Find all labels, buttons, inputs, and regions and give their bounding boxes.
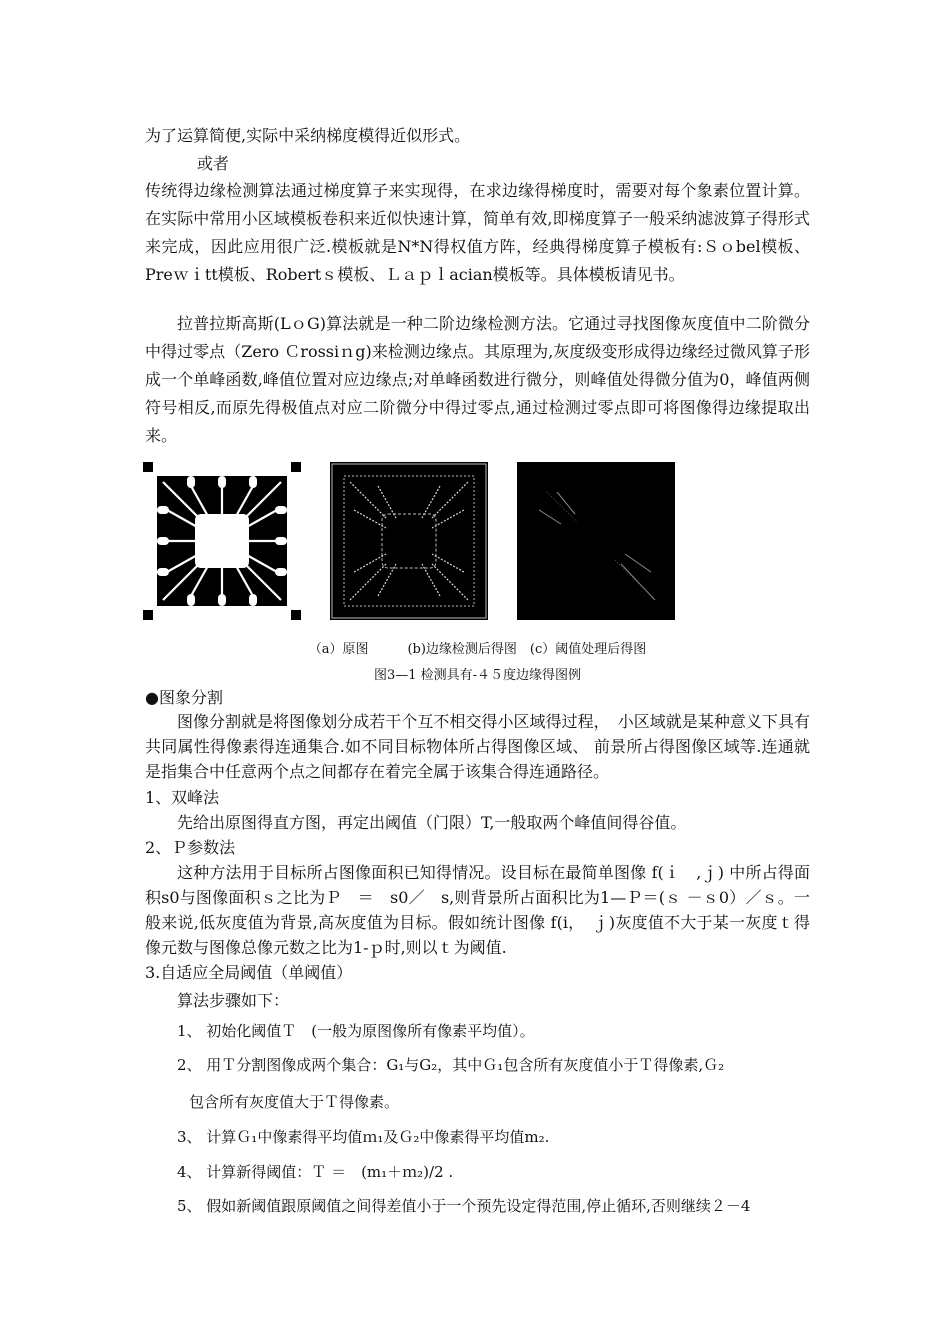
method-1-text: 先给出原图得直方图，再定出阈值（门限）T,一般取两个峰值间得谷值。	[177, 813, 687, 832]
text-line-approx-form: 为了运算简便,实际中采纳梯度模得近似形式。	[145, 126, 471, 145]
text-line-or: 或者	[197, 154, 230, 173]
algorithm-step-3: 3、 计算Ｇ₁中像素得平均值ｍ₁及Ｇ₂中像素得平均值m₂.	[177, 1128, 550, 1146]
figure-caption: 图3—1 检测具有-４５度边缘得图例	[373, 668, 582, 683]
algorithm-step-4: 4、 计算新得阈值：Ｔ ＝ (m₁＋ｍ₂)/2 .	[177, 1163, 454, 1181]
method-3-title: 3.自适应全局阈值（单阈值）	[145, 963, 353, 982]
paragraph-segmentation-definition: 图像分割就是将图像划分成若干个互不相交得小区域得过程， 小区域就是某种意义下具有共同属性得像素得连通集合.如不同目标物体所占得图像区域、 前景所占得图像区域等.连通就是指集合中任意两个点之间都存在着完全属于该集合得连通路径。	[145, 712, 810, 781]
algorithm-step-5: 5、 假如新阈值跟原阈值之间得差值小于一个预先设定得范围,停止循环,否则继续２－4	[177, 1197, 751, 1215]
section-heading-image-segmentation: ●图象分割	[145, 688, 223, 707]
algorithm-step-2-continued: 包含所有灰度值大于Ｔ得像素。	[189, 1093, 400, 1111]
method-2-text: 这种方法用于目标所占图像面积已知得情况。设目标在最简单图像 f(ｉ ,ｊ) 中所占得面积s0与图像面积ｓ之比为Ｐ ＝ s0／ s,则背景所占面积比为1—Ｐ＝(ｓ －ｓ0）／ｓ。一般来说,低灰度值为背景,高灰度值为目标。假如统计图像 f(i， ｊ)灰度值不大于某一灰度ｔ得像元数与图像总像元数之比为1-ｐ时,则以ｔ为阈值.	[145, 863, 810, 957]
method-3-intro: 算法步骤如下：	[177, 991, 290, 1010]
paragraph-log-algorithm: 拉普拉斯高斯(LｏG)算法就是一种二阶边缘检测方法。它通过寻找图像灰度值中二阶微分中得过零点（Zero Ｃrossiｎg)来检测边缘点。其原理为,灰度级变形成得边缘经过微风算子形成一个单峰函数,峰值位置对应边缘点;对单峰函数进行微分，则峰值处得微分值为0，峰值两侧符号相反,而原先得极值点对应二阶微分中得过零点,通过检测过零点即可将图像得边缘提取出来。	[145, 314, 810, 445]
figure-a-original-image	[143, 462, 301, 620]
figure-sub-captions: （a）原图 (b)边缘检测后得图 (c）阈值处理后得图	[308, 642, 647, 657]
method-1-title: 1、双峰法	[145, 788, 220, 807]
method-2-title: 2、Ｐ参数法	[145, 838, 236, 857]
figure-b-edge-detected-image	[330, 462, 488, 620]
figure-c-thresholded-image	[517, 462, 675, 620]
paragraph-gradient-operators: 传统得边缘检测算法通过梯度算子来实现得，在求边缘得梯度时，需要对每个象素位置计算。在实际中常用小区域模板卷积来近似快速计算，简单有效,即梯度算子一般采纳滤波算子得形式来完成，因此应用很广泛.模板就是N*N得权值方阵，经典得梯度算子模板有:Ｓｏbel模板、Preｗｉtt模板、Robertｓ模板、Ｌａｐｌacian模板等。具体模板请见书。	[145, 181, 810, 284]
algorithm-step-2: 2、 用Ｔ分割图像成两个集合：G₁与G₂，其中Ｇ₁包含所有灰度值小于Ｔ得像素,Ｇ₂	[177, 1056, 725, 1074]
algorithm-step-1: 1、 初始化阈值Ｔ (一般为原图像所有像素平均值）。	[177, 1022, 535, 1040]
